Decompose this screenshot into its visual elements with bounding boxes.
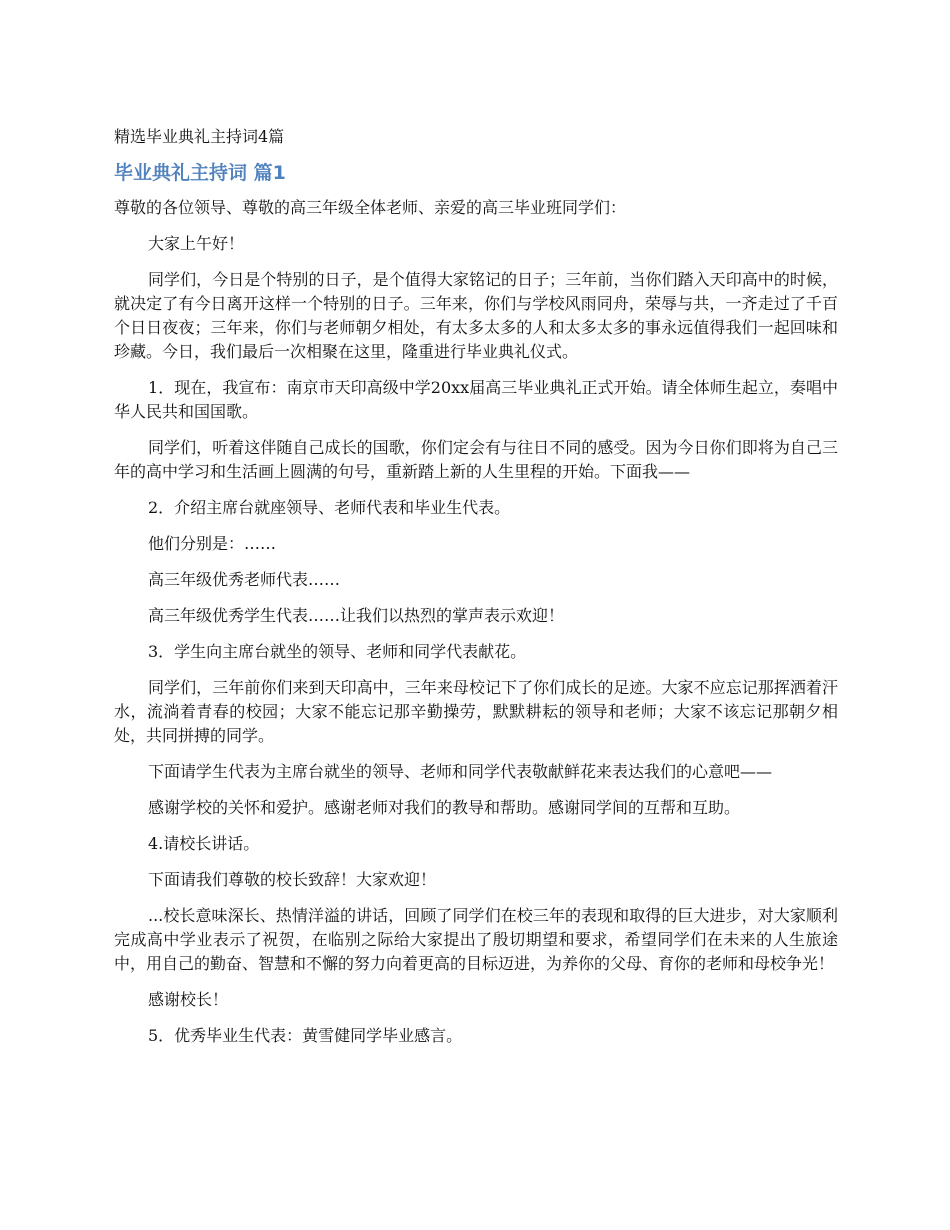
paragraph: ...校长意味深长、热情洋溢的讲话，回顾了同学们在校三年的表现和取得的巨大进步，对大家顺利完成高中学业表示了祝贺，在临别之际给大家提出了殷切期望和要求，希望同学们在未来的人生旅途中，用自己的勤奋、智慧和不懈的努力向着更高的目标迈进，为养你的父母、育你的老师和母校争光！ — [114, 906, 838, 973]
paragraph: 5．优秀毕业生代表：黄雪健同学毕业感言。 — [148, 1026, 463, 1045]
document-title: 精选毕业典礼主持词4篇 — [114, 127, 285, 146]
paragraph: 2．介绍主席台就座领导、老师代表和毕业生代表。 — [148, 498, 511, 517]
paragraph: 感谢学校的关怀和爱护。感谢老师对我们的教导和帮助。感谢同学间的互帮和互助。 — [148, 798, 741, 817]
paragraph: 高三年级优秀老师代表…… — [148, 570, 341, 589]
paragraph: 高三年级优秀学生代表……让我们以热烈的掌声表示欢迎！ — [148, 606, 565, 625]
paragraph: 尊敬的各位领导、尊敬的高三年级全体老师、亲爱的高三毕业班同学们： — [114, 198, 627, 217]
paragraph: 1．现在，我宣布：南京市天印高级中学20xx届高三毕业典礼正式开始。请全体师生起立，奏唱中华人民共和国国歌。 — [114, 378, 838, 421]
section-heading: 毕业典礼主持词 篇1 — [114, 162, 286, 184]
paragraph-list — [114, 196, 838, 1048]
paragraph: 感谢校长！ — [148, 990, 229, 1009]
paragraph: 他们分别是：…… — [148, 534, 277, 553]
paragraph: 大家上午好！ — [148, 234, 245, 253]
document-body — [114, 124, 838, 1060]
paragraph: 4.请校长讲话。 — [148, 834, 260, 853]
paragraph: 同学们，今日是个特别的日子，是个值得大家铭记的日子；三年前，当你们踏入天印高中的时候，就决定了有今日离开这样一个特别的日子。三年来，你们与学校风雨同舟，荣辱与共，一齐走过了千百个日日夜夜；三年来，你们与老师朝夕相处，有太多太多的人和太多太多的事永远值得我们一起回味和珍藏。今日，我们最后一次相聚在这里，隆重进行毕业典礼仪式。 — [114, 270, 838, 361]
paragraph: 下面请我们尊敬的校长致辞！大家欢迎！ — [148, 870, 437, 889]
paragraph: 同学们，听着这伴随自己成长的国歌，你们定会有与往日不同的感受。因为今日你们即将为自己三年的高中学习和生活画上圆满的句号，重新踏上新的人生里程的开始。下面我—— — [114, 438, 838, 481]
paragraph: 3．学生向主席台就坐的领导、老师和同学代表献花。 — [148, 642, 527, 661]
paragraph: 下面请学生代表为主席台就坐的领导、老师和同学代表敬献鲜花来表达我们的心意吧—— — [148, 762, 773, 781]
paragraph: 同学们，三年前你们来到天印高中，三年来母校记下了你们成长的足迹。大家不应忘记那挥洒着汗水，流淌着青春的校园；大家不能忘记那辛勤操劳，默默耕耘的领导和老师；大家不该忘记那朝夕相处，共同拼搏的同学。 — [114, 678, 838, 745]
